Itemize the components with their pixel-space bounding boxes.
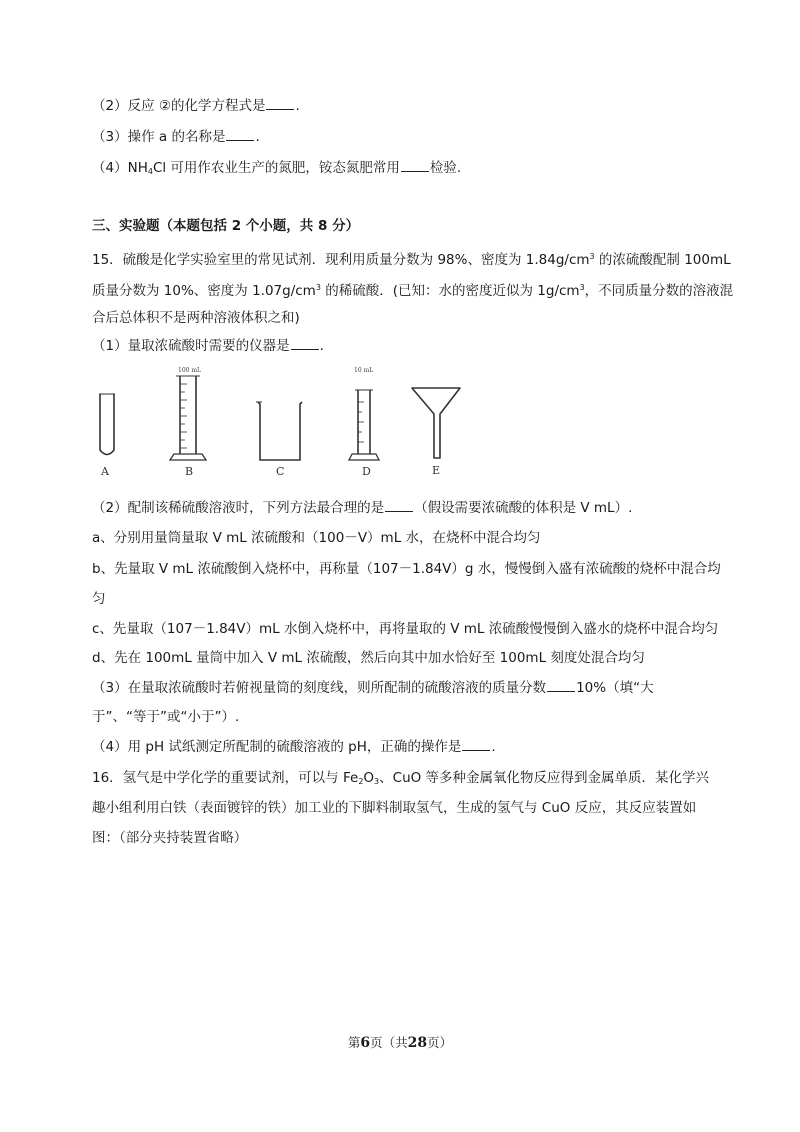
graduated-cylinder-large-icon <box>170 367 206 460</box>
label-e: E <box>432 464 441 477</box>
answer-blank <box>462 738 490 751</box>
label-a: A <box>101 465 109 478</box>
q16-line1: 16．氢气是中学化学的重要试剂，可以与 $Fe_2O_3$、CuO 等多种金属氧化物反应得到金属单质．某化学兴 <box>92 770 710 786</box>
q15-sub2: （2）配制该稀硫酸溶液时，下列方法最合理的是 （假设需要浓硫酸的体积是 V mL）. <box>92 500 633 516</box>
answer-blank <box>291 337 319 350</box>
q16-line2: 趣小组利用白铁（表面镀锌的铁）加工业的下脚料制取氢气，生成的氢气与 CuO 反应，其反应装置如 <box>92 800 697 816</box>
section-heading: 三、实验题（本题包括 2 个小题，共 8 分） <box>92 218 360 234</box>
page-number: 6 <box>360 1035 371 1051</box>
q15-intro-line1: 15．硫酸是化学实验室里的常见试剂．现利用质量分数为 98%、密度为 $1.84g/cm^3$ 的浓硫酸配制 100mL <box>92 252 731 268</box>
q15-intro-line3: 合后总体积不是两种溶液体积之和) <box>92 310 300 326</box>
q15-sub1: （1）量取浓硫酸时需要的仪器是 . <box>92 338 324 354</box>
page-total: 28 <box>407 1035 428 1051</box>
q15-option-a: a、分别用量筒量取 V mL 浓硫酸和（100－V）mL 水，在烧杯中混合均匀 <box>92 530 541 546</box>
answer-blank <box>266 97 294 110</box>
apparatus-figure <box>90 362 470 482</box>
q15-option-b-line1: b、先量取 V mL 浓硫酸倒入烧杯中，再称量（107－1.84V）g 水，慢慢倒入盛有浓硫酸的烧杯中混合均 <box>92 561 721 577</box>
q15-intro-line2: 质量分数为 10%、密度为 $1.07g/cm^3$ 的稀硫酸．(已知：水的密度近似为 $1g/cm^3$，不同质量分数的溶液混 <box>92 283 734 299</box>
answer-blank <box>401 159 429 172</box>
q15-sub3-line2: 于”、“等于”或“小于”）. <box>92 709 240 725</box>
q15-sub4: （4）用 pH 试纸测定所配制的硫酸溶液的 pH，正确的操作是 . <box>92 739 496 755</box>
test-tube-icon <box>99 394 115 455</box>
q15-option-b-line2: 匀 <box>92 591 106 607</box>
q15-sub3: （3）在量取浓硫酸时若俯视量筒的刻度线，则所配制的硫酸溶液的质量分数 10%（填“大 <box>92 680 654 696</box>
q16-line3: 图：（部分夹持装置省略） <box>92 830 248 846</box>
answer-blank <box>385 499 413 512</box>
answer-blank <box>547 679 575 692</box>
cylinder-small-capacity: 10 mL <box>354 367 374 374</box>
label-c: C <box>276 465 285 478</box>
funnel-icon <box>412 388 460 458</box>
q14-sub4: $(4)NH_4Cl$ 可用作农业生产的氮肥，铵态氮肥常用 检验. <box>92 160 462 176</box>
graduated-cylinder-small-icon <box>349 367 379 460</box>
page-footer: 第6页（共28页） <box>347 1035 453 1051</box>
answer-blank <box>226 128 254 141</box>
beaker-icon <box>256 402 302 460</box>
cylinder-large-capacity: 100 mL <box>178 367 202 374</box>
label-b: B <box>185 465 194 478</box>
q14-sub3: （3）操作 a 的名称是 . <box>92 129 260 145</box>
q15-option-c: c、先量取（107－1.84V）mL 水倒入烧杯中，再将量取的 V mL 浓硫酸慢慢倒入盛水的烧杯中混合均匀 <box>92 621 719 637</box>
q15-option-d: d、先在 100mL 量筒中加入 V mL 浓硫酸，然后向其中加水恰好至 100mL 刻度处混合均匀 <box>92 650 645 666</box>
label-d: D <box>362 465 371 478</box>
q14-sub2: （2）反应 ②的化学方程式是 . <box>92 98 300 114</box>
